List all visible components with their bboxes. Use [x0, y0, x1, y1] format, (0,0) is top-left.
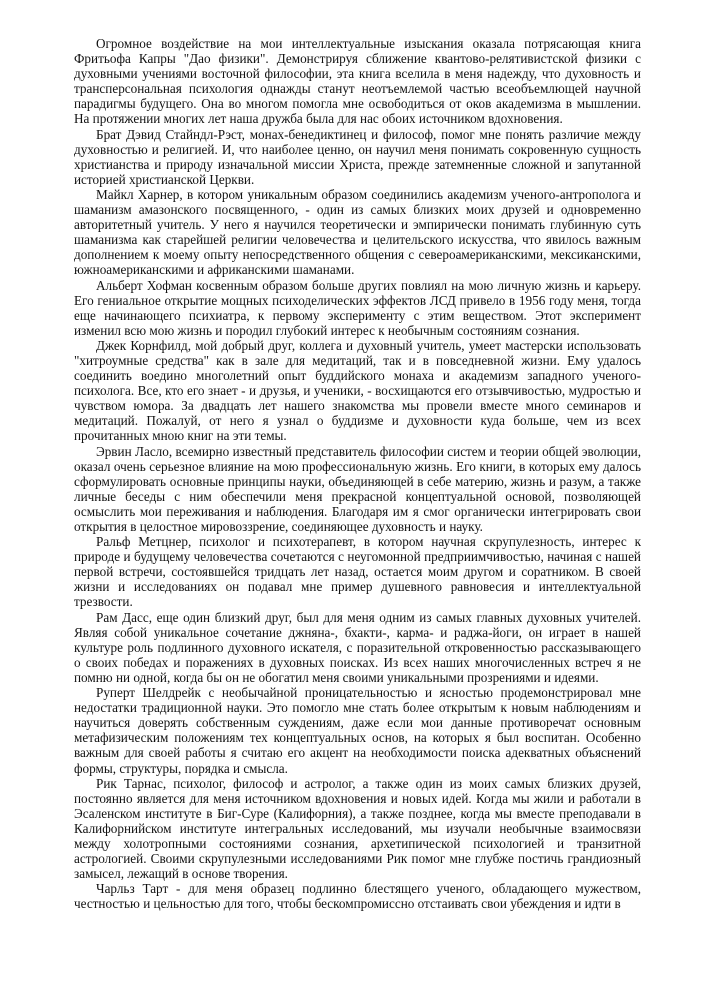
paragraph-metzner: Ральф Метцнер, психолог и психотерапевт, в котором научная скрупулезность, интерес к природе и будущему человечества сочетаются с неугомонной предприимчивостью, начиная с нашей первой встречи, состоявшейся тридцать лет назад, остается моим другом и соратником. В своей жизни и исследованиях он подавал мне пример душевного равновесия и интеллектуальной трезвости. [74, 534, 641, 610]
paragraph-hofmann: Альберт Хофман косвенным образом больше других повлиял на мою личную жизнь и карьеру. Его гениальное открытие мощных психоделических эффектов ЛСД привело в 1956 году меня, тогда еще начинающего психиатра, к первому эксперименту с этим веществом. Этот эксперимент изменил всю мою жизнь и породил глубокий интерес к необычным состояниям сознания. [74, 277, 641, 338]
paragraph-capra: Огромное воздействие на мои интеллектуальные изыскания оказала потрясающая книга Фритьофа Капры "Дао физики". Демонстрируя сближение квантово-релятивистской физики с духовными учениями восточной философии, эта книга вселила в меня надежду, что духовность и трансперсональная психология однажды станут неотъемлемой частью всеобъемлющей научной парадигмы будущего. Она во многом помогла мне освободиться от оков академизма в мышлении. На протяжении многих лет наша дружба была для нас обоих источником вдохновения. [74, 36, 641, 127]
paragraph-steindl-rast: Брат Дэвид Стайндл-Рэст, монах-бенедиктинец и философ, помог мне понять различие между духовностью и религией. И, что наиболее ценно, он научил меня понимать сокровенную сущность христианства и природу изначальной миссии Христа, прежде затемненные сложной и запутанной историей христианской Церкви. [74, 126, 641, 187]
paragraph-tart: Чарльз Тарт - для меня образец подлинно блестящего ученого, обладающего мужеством, честностью и цельностью для того, чтобы бескомпромиссно отстаивать свои убеждения и идти в [74, 881, 641, 912]
paragraph-ram-dass: Рам Дасс, еще один близкий друг, был для меня одним из самых главных духовных учителей. Являя собой уникальное сочетание джняна-, бхакти-, карма- и раджа-йоги, он играет в нашей культуре роль подлинного духовного искателя, с поразительной откровенностью рассказывающего о своих победах и поражениях в духовных поисках. Из всех наших многочисленных встреч я не помню ни одной, когда бы он не обогатил меня своими уникальными прозрениями и идеями. [74, 609, 641, 685]
paragraph-sheldrake: Руперт Шелдрейк с необычайной проницательностью и ясностью продемонстрировал мне недостатки традиционной науки. Это помогло мне стать более открытым к новым наблюдениям и научиться доверять собственным суждениям, даже если мои данные противоречат основным метафизическим положениям тех концептуальных основ, на которых я был воспитан. Особенно важным для своей работы я считаю его акцент на необходимости поиска адекватных объяснений формы, структуры, порядка и смысла. [74, 685, 641, 776]
paragraph-laszlo: Эрвин Ласло, всемирно известный представитель философии систем и теории общей эволюции, оказал очень серьезное влияние на мою профессиональную жизнь. Его книги, в которых ему далось сформулировать основные принципы науки, объединяющей в себе материю, жизнь и разум, а также личные беседы с ним обеспечили меня прекрасной концептуальной основой, позволяющей осмыслить мои переживания и наблюдения. Благодаря им я смог органически интегрировать свои открытия в целостное мировоззрение, соединяющее духовность и науку. [74, 443, 641, 534]
paragraph-kornfield: Джек Корнфилд, мой добрый друг, коллега и духовный учитель, умеет мастерски использовать "хитроумные средства" как в зале для медитаций, так и в повседневной жизни. Ему удалось соединить воедино многолетний опыт буддийского монаха и академизм западного ученого-психолога. Все, кто его знает - и друзья, и ученики, - восхищаются его отзывчивостью, мудростью и чувством юмора. За двадцать лет нашего знакомства мы провели вместе много семинаров и медитаций. Пожалуй, от него я узнал о буддизме и духовности куда больше, чем из всех прочитанных мною книг на эти темы. [74, 337, 641, 444]
document-page [74, 36, 641, 911]
paragraph-tarnas: Рик Тарнас, психолог, философ и астролог, а также один из моих самых близких друзей, постоянно является для меня источником вдохновения и новых идей. Когда мы жили и работали в Эсаленском институте в Биг-Суре (Калифорния), а также позднее, когда мы вместе преподавали в Калифорнийском институте интегральных исследований, мы изучали необычные взаимосвязи между холотропными состояниями сознания, архетипической психологией и транзитной астрологией. Своими скрупулезными исследованиями Рик помог мне глубже постичь грандиозный замысел, лежащий в основе творения. [74, 775, 641, 882]
paragraph-harner: Майкл Харнер, в котором уникальным образом соединились академизм ученого-антрополога и шаманизм амазонского посвященного, - один из самых близких моих друзей и одновременно авторитетный учитель. У него я научился теоретически и эмпирически понимать глубинную суть шаманизма как старейшей религии человечества и целительского искусства, что явилось важным дополнением к моему опыту непосредственного общения с североамериканскими, мексиканскими, южноамериканскими и африканскими шаманами. [74, 186, 641, 278]
